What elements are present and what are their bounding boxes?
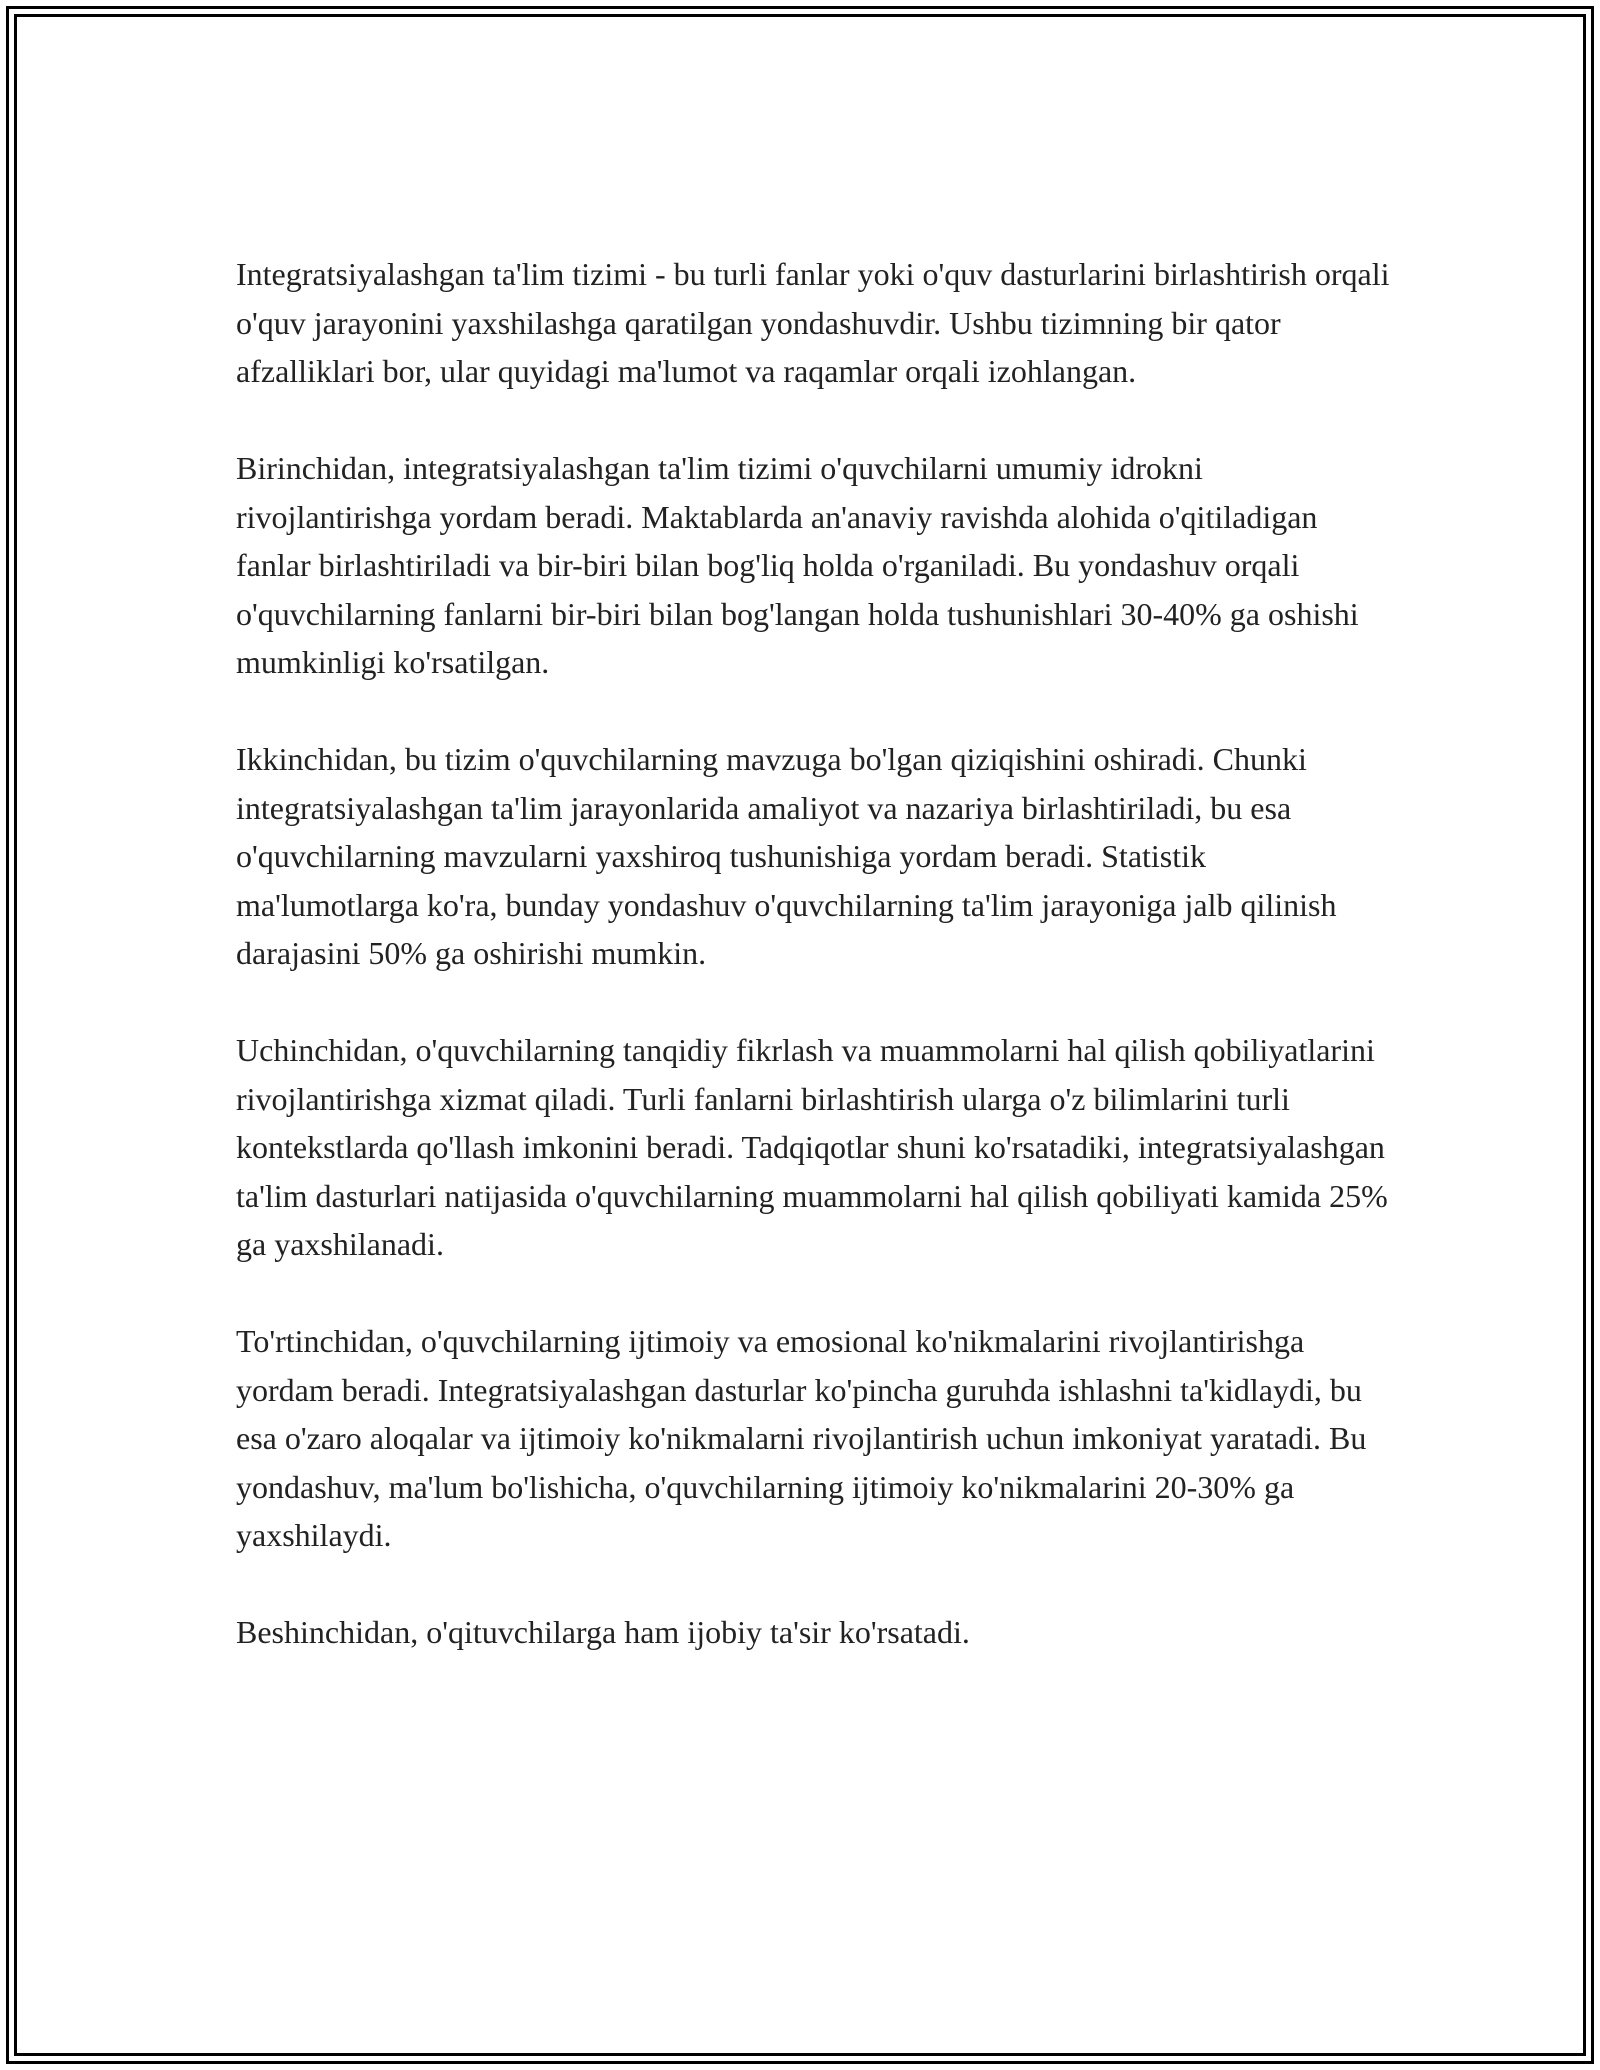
document-body [236, 250, 1396, 1705]
paragraph-fourth-point: To'rtinchidan, o'quvchilarning ijtimoiy va emosional ko'nikmalarini rivojlantirishga yordam beradi. Integratsiyalashgan dasturlar ko'pincha guruhda ishlashni ta'kidlaydi, bu esa o'zaro aloqalar va ijtimoiy ko'nikmalarni rivojlantirish uchun imkoniyat yaratadi. Bu yondashuv, ma'lum bo'lishicha, o'quvchilarning ijtimoiy ko'nikmalarini 20-30% ga yaxshilaydi. [236, 1323, 1367, 1553]
paragraph-second-point: Ikkinchidan, bu tizim o'quvchilarning mavzuga bo'lgan qiziqishini oshiradi. Chunki integratsiyalashgan ta'lim jarayonlarida amaliyot va nazariya birlashtiriladi, bu esa o'quvchilarning mavzularni yaxshiroq tushunishiga yordam beradi. Statistik ma'lumotlarga ko'ra, bunday yondashuv o'quvchilarning ta'lim jarayoniga jalb qilinish darajasini 50% ga oshirishi mumkin. [236, 741, 1337, 971]
paragraph-third-point: Uchinchidan, o'quvchilarning tanqidiy fikrlash va muammolarni hal qilish qobiliyatlarini rivojlantirishga xizmat qiladi. Turli fanlarni birlashtirish ularga o'z bilimlarini turli kontekstlarda qo'llash imkonini beradi. Tadqiqotlar shuni ko'rsatadiki, integratsiyalashgan ta'lim dasturlari natijasida o'quvchilarning muammolarni hal qilish qobiliyati kamida 25% ga yaxshilanadi. [236, 1032, 1388, 1262]
paragraph-fifth-point: Beshinchidan, o'qituvchilarga ham ijobiy ta'sir ko'rsatadi. [236, 1614, 970, 1650]
paragraph-intro: Integratsiyalashgan ta'lim tizimi - bu turli fanlar yoki o'quv dasturlarini birlashtirish orqali o'quv jarayonini yaxshilashga qaratilgan yondashuvdir. Ushbu tizimning bir qator afzalliklari bor, ular quyidagi ma'lumot va raqamlar orqali izohlangan. [236, 256, 1390, 389]
paragraph-first-point: Birinchidan, integratsiyalashgan ta'lim tizimi o'quvchilarni umumiy idrokni rivojlantirishga yordam beradi. Maktablarda an'anaviy ravishda alohida o'qitiladigan fanlar birlashtiriladi va bir-biri bilan bog'liq holda o'rganiladi. Bu yondashuv orqali o'quvchilarning fanlarni bir-biri bilan bog'langan holda tushunishlari 30-40% ga oshishi mumkinligi ko'rsatilgan. [236, 450, 1359, 680]
